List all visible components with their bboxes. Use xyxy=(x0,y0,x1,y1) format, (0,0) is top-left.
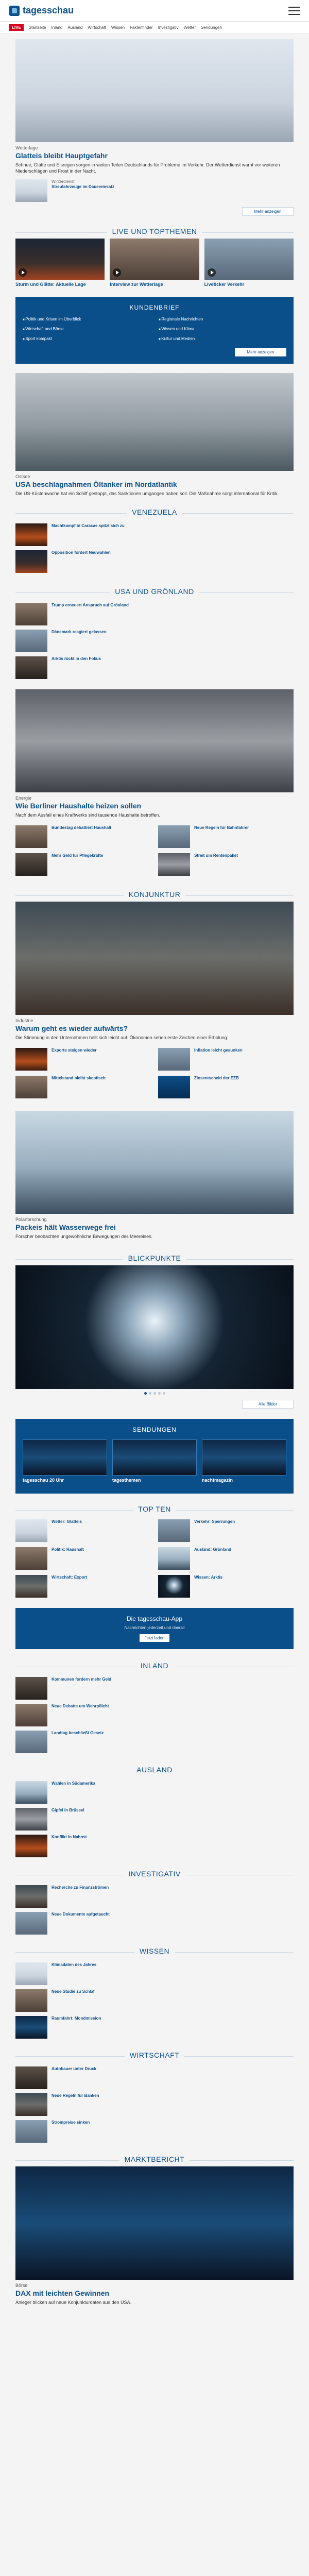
small-teaser[interactable]: Gipfel in Brüssel xyxy=(15,1808,294,1831)
section-live: LIVE UND TOPTHEMEN xyxy=(15,223,294,239)
newsletter-box xyxy=(15,297,294,364)
small-teaser-row xyxy=(15,179,294,202)
feature-image[interactable] xyxy=(15,1111,294,1214)
teaser-row xyxy=(15,2120,294,2143)
section-ausland: AUSLAND xyxy=(15,1761,294,1777)
section-wirtschaft: WIRTSCHAFT xyxy=(15,2047,294,2062)
nav-item[interactable]: Investigativ xyxy=(158,25,179,30)
feature-teaser[interactable] xyxy=(15,373,294,497)
small-teaser[interactable]: Recherche zu Finanzströmen xyxy=(15,1885,294,1908)
section-wissen: WISSEN xyxy=(15,1943,294,1958)
teaser-row xyxy=(15,630,294,652)
small-teaser[interactable]: Wetter: Glatteis xyxy=(15,1519,151,1542)
box-item[interactable]: ■ Wirtschaft und Börse xyxy=(23,326,150,333)
box-more-button[interactable]: Mehr anzeigen xyxy=(235,348,286,357)
nav-item[interactable]: Wetter xyxy=(183,25,196,30)
teaser-grid xyxy=(15,1048,294,1098)
small-teaser[interactable]: Wissen: Arktis xyxy=(158,1575,294,1598)
feature-teaser[interactable] xyxy=(15,902,294,1041)
small-teaser[interactable]: Kommunen fordern mehr Geld xyxy=(15,1677,294,1700)
brand-logo[interactable] xyxy=(9,5,74,16)
small-teaser[interactable]: Konflikt in Nahost xyxy=(15,1835,294,1857)
small-teaser[interactable]: Klimadaten des Jahres xyxy=(15,1962,294,1985)
small-teaser[interactable]: Dänemark reagiert gelassen xyxy=(15,630,294,652)
small-teaser[interactable]: Streit um Rentenpaket xyxy=(158,853,294,876)
feature-kicker: Industrie xyxy=(15,1018,33,1023)
app-promo xyxy=(15,1608,294,1649)
teaser-row xyxy=(15,550,294,573)
feature-kicker: Ostsee xyxy=(15,474,30,479)
feature-teaser-text: Anleger blicken auf neue Konjunkturdaten aus den USA. xyxy=(15,2300,132,2305)
teaser-image[interactable] xyxy=(15,179,47,202)
feature-headline[interactable]: Wie Berliner Haushalte heizen sollen xyxy=(15,802,142,810)
feature-teaser[interactable] xyxy=(15,1111,294,1240)
feature-teaser-text: Forscher beobachten ungewöhnliche Bewegungen des Meereises. xyxy=(15,1234,153,1239)
menu-icon[interactable] xyxy=(288,7,300,15)
small-teaser[interactable]: Bundestag debattiert Haushalt xyxy=(15,825,151,848)
teaser-row xyxy=(15,603,294,625)
section-inland: INLAND xyxy=(15,1657,294,1673)
feature-headline[interactable]: Warum geht es wieder aufwärts? xyxy=(15,1024,128,1032)
play-icon[interactable] xyxy=(113,268,121,277)
play-icon[interactable] xyxy=(208,268,216,277)
small-teaser[interactable]: Neue Studie zu Schlaf xyxy=(15,1989,294,2012)
section-blickpunkte: BLICKPUNKTE xyxy=(15,1250,294,1265)
hero-kicker: Wetterlage xyxy=(15,145,38,150)
hero-headline[interactable]: Glatteis bleibt Hauptgefahr xyxy=(15,151,108,160)
section-konjunktur: KONJUNKTUR xyxy=(15,886,294,902)
small-teaser[interactable]: Trump erneuert Anspruch auf Grönland xyxy=(15,603,294,625)
top-bar xyxy=(0,0,309,22)
nav-item[interactable]: Startseite xyxy=(28,25,46,30)
teaser-row xyxy=(15,1912,294,1935)
teaser-row xyxy=(15,2093,294,2116)
small-teaser[interactable]: Politik: Haushalt xyxy=(15,1547,151,1570)
teaser-row xyxy=(15,1808,294,1831)
teaser-row xyxy=(15,523,294,546)
gallery-dots xyxy=(15,1392,294,1395)
content xyxy=(0,39,309,2306)
hero-teaser-text: Schnee, Glätte und Eisregen sorgen in weiten Teilen Deutschlands für Probleme im Verkehr. Der Wetterdienst warnt vor weiteren Niederschlägen und Frost in der Nacht. xyxy=(15,162,280,174)
box-item[interactable]: ■ Politik und Krisen im Überblick xyxy=(23,316,150,323)
nav-item[interactable]: Inland xyxy=(51,25,63,30)
gallery-more-button[interactable]: Alle Bilder xyxy=(242,1400,294,1409)
topten-grid xyxy=(15,1519,294,1598)
feature-image[interactable] xyxy=(15,689,294,792)
small-teaser[interactable]: Neue Regeln für Bahnfahrer xyxy=(158,825,294,848)
feature-image[interactable] xyxy=(15,2166,294,2280)
small-teaser[interactable]: Wirtschaft: Export xyxy=(15,1575,151,1598)
teaser-row xyxy=(15,1677,294,1700)
show-card[interactable]: tagesschau 20 Uhr xyxy=(23,1439,107,1483)
teaser-row xyxy=(15,1885,294,1908)
promo-subtitle: Nachrichten jederzeit und überall xyxy=(124,1625,185,1630)
feature-teaser[interactable] xyxy=(15,2166,294,2306)
small-teaser[interactable]: Arktis rückt in den Fokus xyxy=(15,656,294,679)
feature-kicker: Polarforschung xyxy=(15,1217,47,1222)
box-list xyxy=(23,316,286,343)
section-marktbericht: MARKTBERICHT xyxy=(15,2151,294,2166)
teaser-row xyxy=(15,1989,294,2012)
feature-image[interactable] xyxy=(15,902,294,1015)
section-topten: TOP TEN xyxy=(15,1501,294,1516)
nav-item[interactable]: Faktenfinder xyxy=(130,25,153,30)
more-button[interactable]: Mehr anzeigen xyxy=(242,207,294,216)
brand-name: tagesschau xyxy=(23,5,74,15)
feature-teaser-text: Die US-Küstenwache hat ein Schiff gestoppt, das Sanktionen umgangen haben soll. Die Maßnahme sorgt international für Kritik. xyxy=(15,491,279,496)
hero-image[interactable] xyxy=(15,39,294,142)
box-item[interactable]: ■ Wissen und Klima xyxy=(159,326,286,333)
logo-icon xyxy=(9,6,20,16)
feature-kicker: Börse xyxy=(15,2283,28,2288)
teaser-row xyxy=(15,1781,294,1804)
feature-headline[interactable]: Packeis hält Wasserwege frei xyxy=(15,1223,116,1231)
sendungen-box xyxy=(15,1419,294,1494)
small-teaser[interactable]: Autobauer unter Druck xyxy=(15,2066,294,2089)
play-icon[interactable] xyxy=(19,268,27,277)
teaser-row xyxy=(15,656,294,679)
small-teaser[interactable]: Landtag beschließt Gesetz xyxy=(15,1731,294,1753)
live-cards xyxy=(15,239,294,287)
teaser-row xyxy=(15,1704,294,1726)
small-teaser[interactable]: Verkehr: Sperrungen xyxy=(158,1519,294,1542)
nav-item[interactable]: Wirtschaft xyxy=(88,25,106,30)
nav-item-live[interactable]: LIVE xyxy=(9,24,24,31)
small-teaser[interactable]: Strompreise sinken xyxy=(15,2120,294,2143)
feature-headline[interactable]: DAX mit leichten Gewinnen xyxy=(15,2289,110,2297)
gallery-image[interactable] xyxy=(15,1265,294,1389)
box-item[interactable]: ■ Kultur und Medien xyxy=(159,336,286,343)
show-card[interactable]: nachtmagazin xyxy=(202,1439,286,1483)
small-teaser[interactable]: Ausland: Grönland xyxy=(158,1547,294,1570)
small-teaser[interactable]: Neue Regeln für Banken xyxy=(15,2093,294,2116)
teaser-row xyxy=(15,2066,294,2089)
promo-button[interactable]: Jetzt laden xyxy=(140,1634,170,1642)
box-item[interactable]: ■ Sport kompakt xyxy=(23,336,150,343)
teaser-row xyxy=(15,1731,294,1753)
feature-teaser-text: Nach dem Ausfall eines Kraftwerks sind tausende Haushalte betroffen. xyxy=(15,812,160,818)
small-teaser[interactable]: Inflation leicht gesunken xyxy=(158,1048,294,1071)
small-teaser[interactable]: Neue Dokumente aufgetaucht xyxy=(15,1912,294,1935)
main-nav xyxy=(0,22,309,34)
small-teaser[interactable]: Mittelstand bleibt skeptisch xyxy=(15,1076,151,1098)
teaser-row xyxy=(15,1835,294,1857)
box-item[interactable]: ■ Regionale Nachrichten xyxy=(159,316,286,323)
small-teaser[interactable]: Zinsentscheid der EZB xyxy=(158,1076,294,1098)
feature-teaser-text: Die Stimmung in den Unternehmen hellt sich leicht auf. Ökonomen sehen erste Zeichen einer Erholung. xyxy=(15,1035,229,1040)
nav-item[interactable]: Wissen xyxy=(111,25,125,30)
small-teaser[interactable]: Exporte steigen wieder xyxy=(15,1048,151,1071)
teaser-row xyxy=(15,2016,294,2039)
live-card[interactable]: Sturm und Glätte: Aktuelle Lage xyxy=(15,239,105,287)
small-teaser[interactable]: Mehr Geld für Pflegekräfte xyxy=(15,853,151,876)
nav-item[interactable]: Sendungen xyxy=(201,25,222,30)
show-card[interactable]: tagesthemen xyxy=(112,1439,197,1483)
small-teaser[interactable]: Wahlen in Südamerika xyxy=(15,1781,294,1804)
feature-kicker: Energie xyxy=(15,795,32,801)
hero-teaser[interactable] xyxy=(15,39,294,174)
small-teaser[interactable]: Opposition fordert Neuwahlen xyxy=(15,550,294,573)
small-teaser[interactable]: Machtkampf in Caracas spitzt sich zu xyxy=(15,523,294,546)
feature-headline[interactable]: USA beschlagnahmen Öltanker im Nordatlantik xyxy=(15,480,177,488)
teaser-kicker: Winterdienst xyxy=(52,179,75,184)
section-usa: USA UND GRÖNLAND xyxy=(15,583,294,599)
box-title: KUNDENBRIEF xyxy=(129,304,180,311)
nav-item[interactable]: Ausland xyxy=(67,25,83,30)
promo-title: Die tagesschau-App xyxy=(126,1615,183,1622)
box-title: SENDUNGEN xyxy=(132,1426,177,1433)
teaser-headline[interactable]: Streufahrzeuge im Dauereinsatz xyxy=(52,184,114,189)
live-card[interactable]: Interview zur Wetterlage xyxy=(110,239,199,287)
section-venezuela: VENEZUELA xyxy=(15,504,294,519)
small-teaser[interactable]: Raumfahrt: Mondmission xyxy=(15,2016,294,2039)
teaser-row xyxy=(15,1962,294,1985)
small-teaser[interactable] xyxy=(15,179,294,202)
teaser-grid xyxy=(15,825,294,876)
small-teaser[interactable]: Neue Debatte um Wehrpflicht xyxy=(15,1704,294,1726)
feature-image[interactable] xyxy=(15,373,294,471)
feature-teaser[interactable] xyxy=(15,689,294,818)
section-investigativ: INVESTIGATIV xyxy=(15,1866,294,1881)
live-card[interactable]: Liveticker Verkehr xyxy=(204,239,294,287)
